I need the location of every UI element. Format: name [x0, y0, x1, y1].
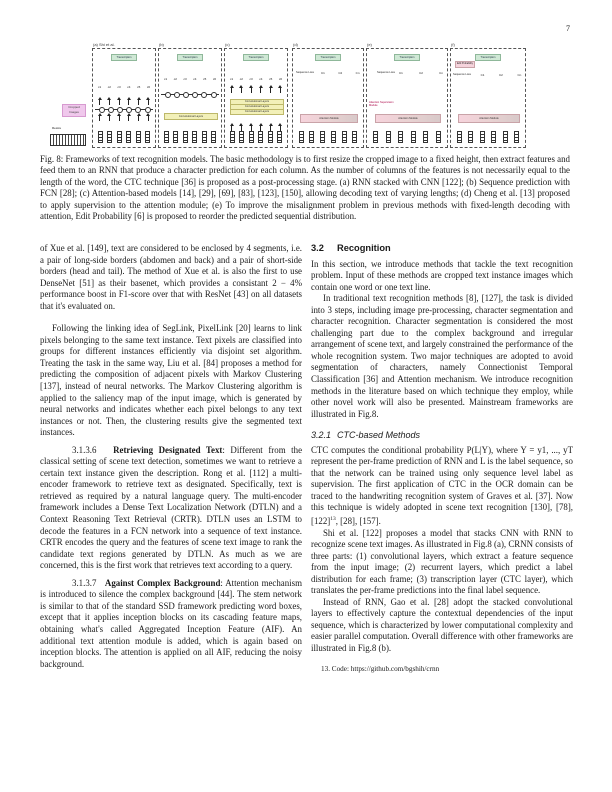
subsection-heading-3-2-1: 3.2.1 CTC-based Methods [311, 430, 421, 441]
panel-a [92, 42, 156, 148]
panel-f: (f) Transcription Edit Probability Sequence Loss C1 C2 Cn Attention Module [450, 48, 526, 148]
attention-module-box: Attention Module [458, 114, 519, 123]
attention-module-box: Attention Module [375, 114, 441, 123]
subsection-title: Retrieving Designated Text [113, 444, 223, 455]
cropped-images-box: Cropped Images [62, 104, 86, 117]
feature-columns [98, 131, 150, 143]
figure-caption: Fig. 8: Frameworks of text recognition models. The basic methodology is to first resize the cropped image to a fixed height, then extract features and feed them to an RNN that produce a character prediction for each column. As the number of columns of the features is not necessarily equal to the length of the word, the CTC technique [36] is proposed as a post-processing stage. (a) RNN stacked with CNN [122]; (b) Sequence prediction with FCN [28]; (c) Attention-based models [14], [29], [69], [83], [123], [150], allowing decoding text of varying lengths; (d) Cheng et al. [13] proposed to apply supervision to the attention module; (e) To improve the misalignment problem in previous methods with fixed-length decoding with attention, Edit Probability [6] is proposed to reorder the predicted sequential distribution. [40, 154, 570, 222]
transcription-box: Transcription [394, 54, 420, 61]
left-column [40, 243, 302, 670]
transcription-box: Transcription [315, 54, 341, 61]
attention-module-box: Attention Module [300, 114, 358, 123]
outputs-row: c1 c2 c3 c4 c5 c6 [97, 85, 151, 89]
panel-label: (a) Shi et al. [93, 42, 115, 47]
paragraph: In traditional text recognition methods [8], [127], the task is divided into 3 steps, including image pre-processing, character segmentation and character recognition. Character segmentation is considered the most challenging part due to the complex background and irregular arrangement of scene text, and largely constrained the performance of the whole recognition system. Two major techniques are adopted to avoid segmentation of characters, namely Connectionist Temporal Classification [36] and Attention mechanism. We introduce recognition methods in the literature based on which technique they employ, while other novel work will also be presented. Mainstream frameworks are illustrated in Fig.8. [311, 293, 573, 419]
footnote: 13. Code: https://github.com/bgshih/crnn [321, 664, 440, 673]
panel-d: (d) Transcription Sequence Loss C1 C2 Cn Attention Module [292, 48, 364, 148]
panel-c: (c) Transcription c1 c2 c3 c4 c5 c6 Convolutional Layers Convolutional Layers Convolutional Layers [224, 48, 288, 148]
resized-image [50, 134, 86, 146]
paragraph: Following the linking idea of SegLink, PixelLink [20] learns to link pixels belonging to the same text instance. Text pixels are classified into groups for different instances efficiently via disjoint set algorithm. Treating the task in the same way, Liu et al. [84] proposes a method for predicting the composition of adjacent pixels with Markov Clustering [137], instead of neural networks. The Markov Clustering algorithm is applied to the saliency map of the input image, which is generated by neural networks and indicates whether each pixel belongs to any text instances or not. Then, the clustering results give the segmented text instances. [40, 323, 302, 438]
paragraph: of Xue et al. [149], text are considered to be enclosed by 4 segments, i.e. a pair of long-side borders (abdomen and back) and a pair of short-side borders (head and tail). The method of Xue et al. is also the first to use DenseNet [51] as their basenet, which provides a consistant 2 − 4% performance boost in F1-score over that with ResNet [43] on all datasets that it's evaluated on. [40, 243, 302, 311]
page-number: 7 [566, 24, 570, 33]
figure-8-diagram [40, 44, 570, 150]
transcription-box: Transcription [111, 54, 137, 61]
paragraph: In this section, we introduce methods that tackle the text recognition problem. Input of these methods are cropped text instance images which contain one word or one text line. [311, 258, 573, 292]
transcription-box: Transcription [475, 54, 501, 61]
right-column [311, 243, 573, 675]
subsection-3-1-3-6: 3.1.3.6 Retrieving Designated Text: Different from the classical setting of scene text detection, sometimes we want to retrieve a certain text instance given the description. Rong et al. [112] a multi-encoder framework to retrieve text as designated. Specifically, text is retrieved as required by a natural language query. The multi-encoder framework includes a Dense Text Localization Network (DTLN) and a Context Reasoning Text Retrieval (CRTR). DTLN uses an LSTM to decode the features in a FCN network into a sequence of text instance. CRTR encodes the query and the features of scene text image to rank the candidate text regions generated by DTLN. As much as we are concerned, this is the first work that retrieves text according to a query. [40, 444, 303, 571]
paragraph: CTC computes the conditional probability P(L|Y), where Y = y1, ..., yT represent the per-frame prediction of RNN and L is the label sequence, so that the network can be trained using only sequence level label as supervision. The first application of CTC in the OCR domain can be traced to the handwriting recognition system of Graves et al. [37]. Now this technique is widely adopted in scene text recognition [130], [78], $[122]^{13}$, [28], [157]. [311, 444, 573, 526]
paragraph: Instead of RNN, Gao et al. [28] adopt the stacked convolutional layers to effectively capture the contextual dependencies of the input sequence, which is characterized by lower computational complexity and easier parallel computation. Overall difference with other frameworks are illustrated in Fig.8 (b). [311, 596, 573, 654]
footnote-marker: 13 [330, 516, 336, 523]
rnn-chain [95, 109, 152, 110]
panel-b: (b) Transcription c1 c2 c3 c4 c5 c6 Convolutional Layers [158, 48, 222, 148]
section-heading-3-2: 3.2 Recognition [311, 243, 391, 253]
subsection-title: Against Complex Background [104, 577, 221, 588]
transcription-box: Transcription [243, 54, 269, 61]
subsection-3-1-3-7: 3.1.3.7 Against Complex Background: Attention mechanism is introduced to silence the complex background [44]. The stem network is similar to that of the standard SSD framework predicting word boxes, except that it applies inception blocks on its cascading feature maps, obtaining what's called Aggregated Inception Feature (AIF). An additional text attention module is added, which is again based on inception blocks. The attention is applied on all AIF, reducing the noisy background. [40, 577, 302, 669]
paragraph: Shi et al. [122] proposes a model that stacks CNN with RNN to recognize scene text images. As illustrated in Fig.8 (a), CRNN consists of three parts: (1) convolutional layers, which extract a feature sequence from the input image; (2) recurrent layers, which predict a label distribution for each frame; (3) transcription layer (CTC layer), which translates the per-frame predictions into the final label sequence. [311, 527, 573, 596]
panel-e: (e) Transcription Sequence Loss Attention Supervision Module C1 C2 Cn Attention Module [366, 48, 448, 148]
resize-label: Resize [52, 126, 62, 130]
conv-layers-box: Convolutional Layers [164, 113, 218, 120]
transcription-box: Transcription [177, 54, 203, 61]
